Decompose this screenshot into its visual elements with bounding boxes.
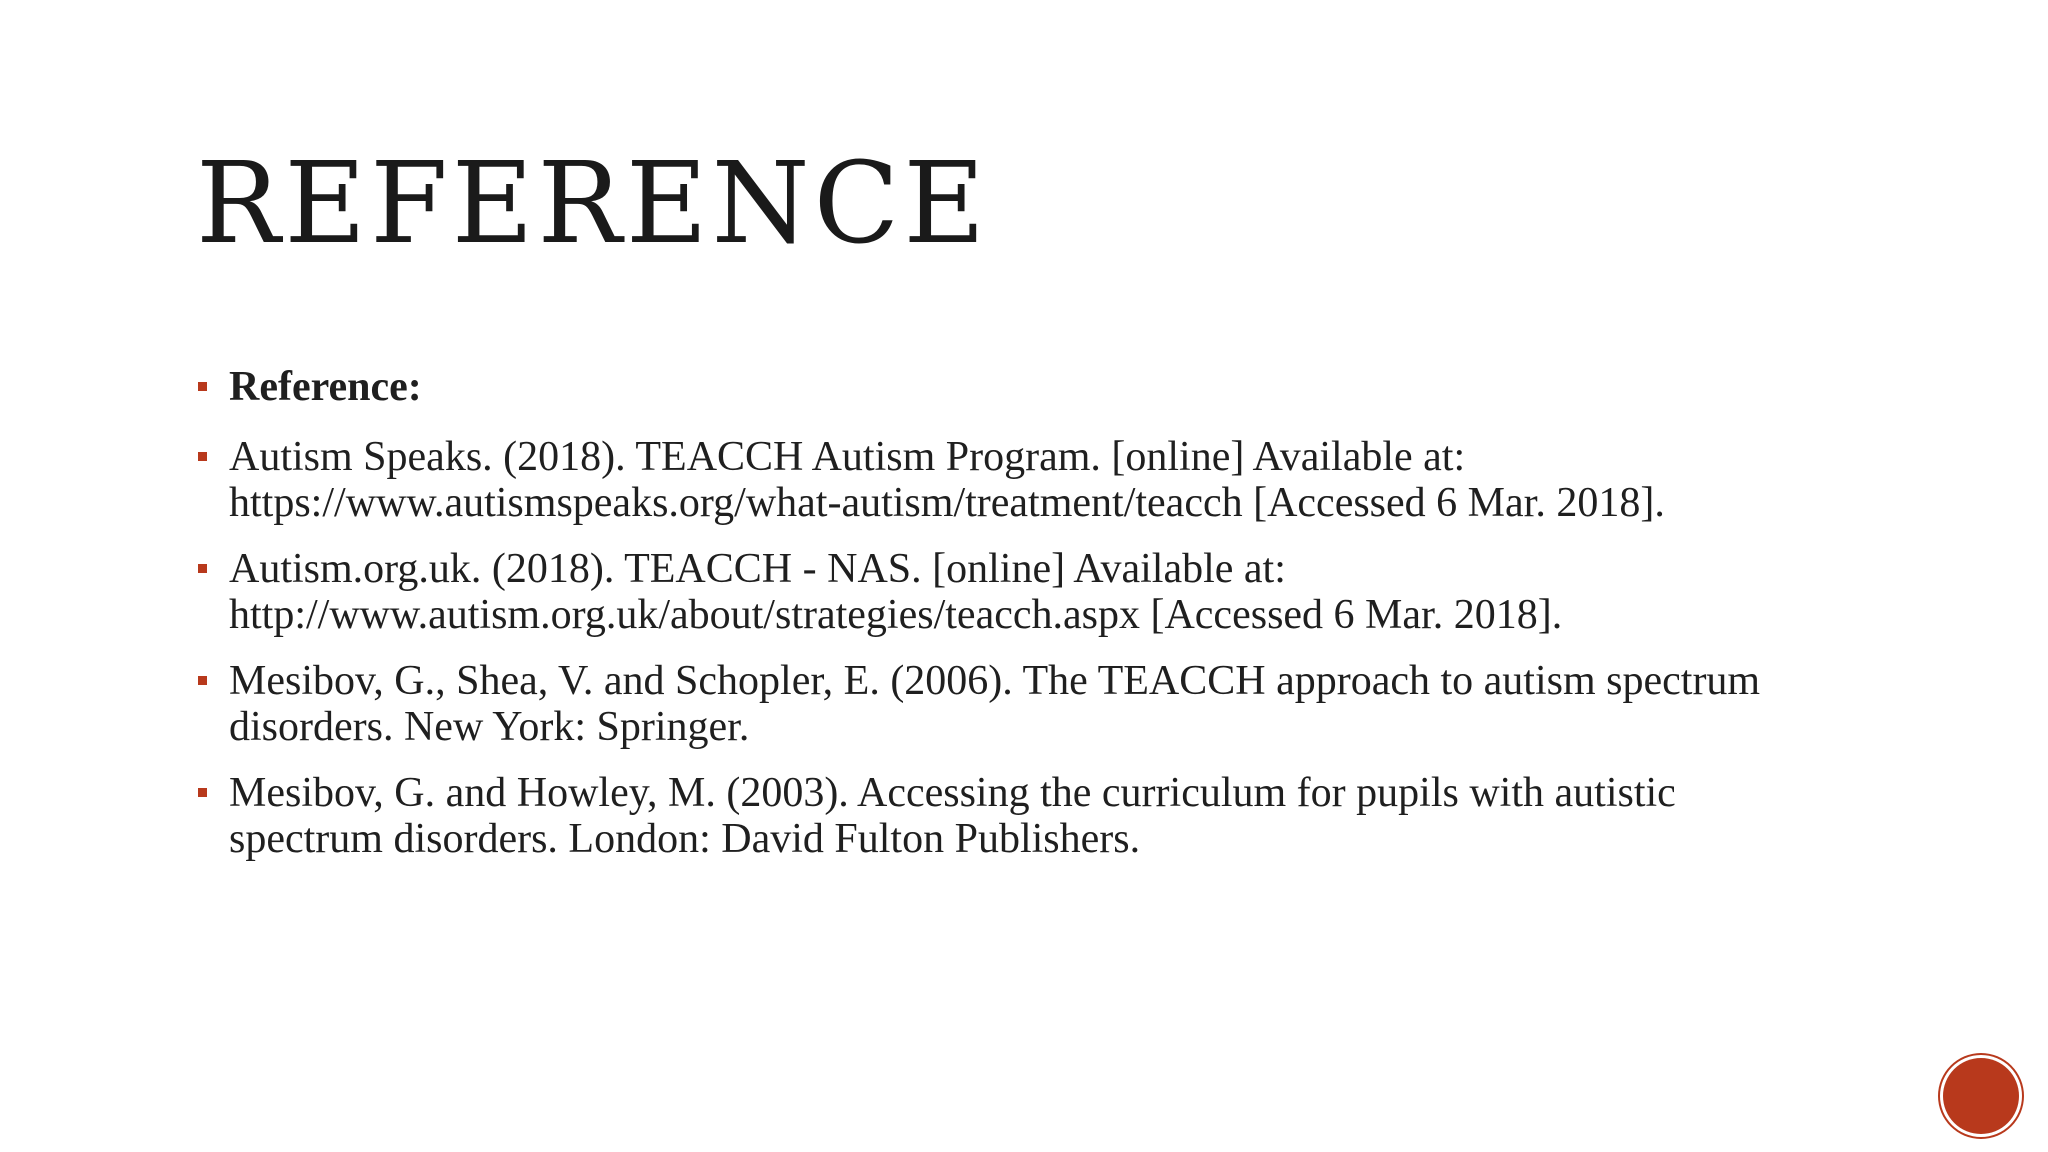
reference-text: Mesibov, G. and Howley, M. (2003). Accessing the curriculum for pupils with autistic spectrum disorders. London: David Fulton Publishers. [229, 770, 1676, 862]
square-bullet-icon [198, 452, 207, 461]
square-bullet-icon [198, 382, 207, 391]
reference-item [196, 434, 1836, 526]
square-bullet-icon [198, 564, 207, 573]
reference-text: Autism Speaks. (2018). TEACCH Autism Program. [online] Available at: https://www.autismspeaks.org/what-autism/treatment/teacch [Accessed 6 Mar. 2018]. [229, 434, 1665, 526]
reference-heading-text: Reference: [229, 364, 422, 410]
reference-item [196, 770, 1836, 862]
reference-item [196, 546, 1836, 638]
reference-list [196, 364, 1836, 882]
circle-nav-button[interactable] [1943, 1058, 2019, 1134]
square-bullet-icon [198, 676, 207, 685]
reference-item [196, 658, 1836, 750]
reference-heading [196, 364, 1836, 410]
square-bullet-icon [198, 788, 207, 797]
reference-text: Mesibov, G., Shea, V. and Schopler, E. (2006). The TEACCH approach to autism spectrum disorders. New York: Springer. [229, 658, 1761, 750]
reference-text: Autism.org.uk. (2018). TEACCH - NAS. [online] Available at: http://www.autism.org.uk/about/strategies/teacch.aspx [Accessed 6 Mar. 2018]. [229, 546, 1563, 638]
slide-title: REFERENCE [196, 139, 990, 269]
